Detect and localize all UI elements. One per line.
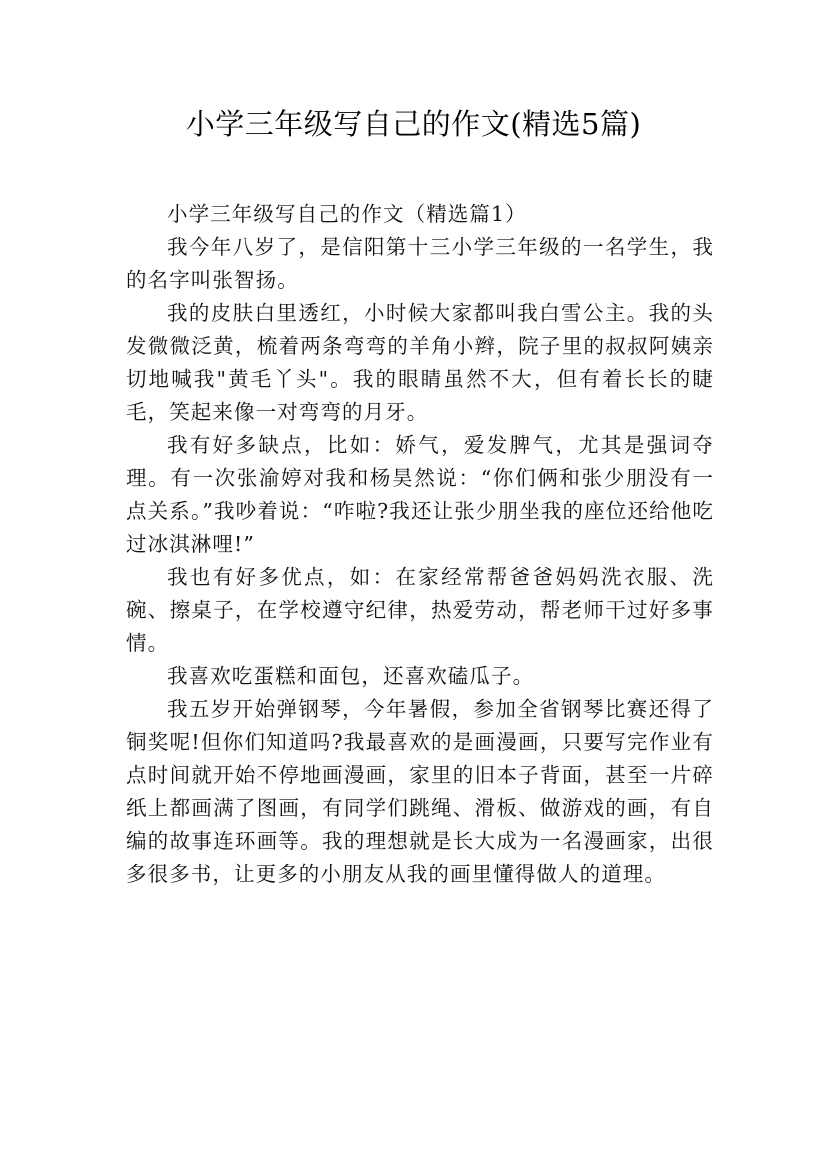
paragraph-4: 我也有好多优点，如：在家经常帮爸爸妈妈洗衣服、洗碗、擦桌子，在学校遵守纪律，热爱劳动，帮老师干过好多事情。 — [126, 565, 714, 655]
paragraph-6: 我五岁开始弹钢琴，今年暑假，参加全省钢琴比赛还得了铜奖呢!但你们知道吗?我最喜欢的是画漫画，只要写完作业有点时间就开始不停地画漫画，家里的旧本子背面，甚至一片碎纸上都画满了图画，有同学们跳绳、滑板、做游戏的画，有自编的故事连环画等。我的理想就是长大成为一名漫画家，出很多很多书，让更多的小朋友从我的画里懂得做人的道理。 — [126, 697, 714, 886]
document-body — [126, 198, 714, 891]
document-title: 小学三年级写自己的作文(精选5篇) — [185, 107, 642, 141]
section-heading: 小学三年级写自己的作文（精选篇1） — [167, 202, 527, 226]
paragraph-3: 我有好多缺点，比如：娇气，爱发脾气，尤其是强词夺理。有一次张渝婷对我和杨昊然说：“你们俩和张少朋没有一点关系。”我吵着说：“咋啦?我还让张少朋坐我的座位还给他吃过冰淇淋哩!” — [126, 433, 714, 556]
paragraph-5: 我喜欢吃蛋糕和面包，还喜欢磕瓜子。 — [167, 664, 535, 688]
paragraph-2: 我的皮肤白里透红，小时候大家都叫我白雪公主。我的头发微微泛黄，梳着两条弯弯的羊角小辫，院子里的叔叔阿姨亲切地喊我"黄毛丫头"。我的眼睛虽然不大，但有着长长的睫毛，笑起来像一对弯弯的月牙。 — [126, 301, 714, 424]
paragraph-1: 我今年八岁了，是信阳第十三小学三年级的一名学生，我的名字叫张智扬。 — [126, 235, 714, 292]
